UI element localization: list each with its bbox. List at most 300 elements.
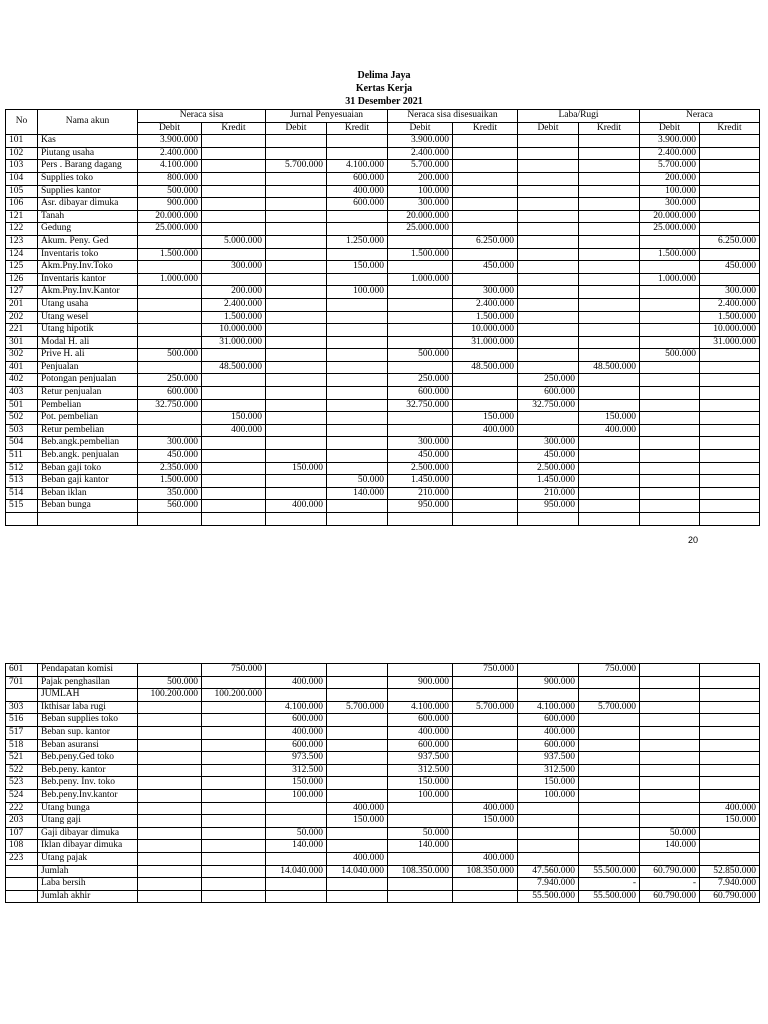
- amount-cell: [138, 701, 202, 714]
- amount-cell: [700, 248, 760, 261]
- amount-cell: [640, 336, 700, 349]
- amount-cell: 500.000: [388, 349, 453, 362]
- amount-cell: 140.000: [266, 840, 327, 853]
- amount-cell: [138, 764, 202, 777]
- amount-cell: [700, 664, 760, 677]
- amount-cell: [453, 160, 518, 173]
- amount-cell: [138, 261, 202, 274]
- amount-cell: 10.000.000: [700, 324, 760, 337]
- amount-cell: [388, 664, 453, 677]
- amount-cell: 400.000: [388, 726, 453, 739]
- amount-cell: 100.000: [388, 185, 453, 198]
- amount-cell: [640, 752, 700, 765]
- amount-cell: [327, 752, 388, 765]
- amount-cell: [453, 840, 518, 853]
- amount-cell: [700, 172, 760, 185]
- amount-cell: 5.700.000: [388, 160, 453, 173]
- amount-cell: 14.040.000: [327, 865, 388, 878]
- table-row: [6, 739, 760, 752]
- amount-cell: [138, 311, 202, 324]
- amount-cell: 2.400.000: [388, 147, 453, 160]
- account-number-cell: 201: [6, 298, 38, 311]
- amount-cell: [202, 789, 266, 802]
- amount-cell: [388, 261, 453, 274]
- account-name-cell: Pers . Barang dagang: [38, 160, 138, 173]
- col-header-debit: Debit: [266, 122, 327, 135]
- account-name-cell: Inventaris kantor: [38, 273, 138, 286]
- amount-cell: [202, 752, 266, 765]
- amount-cell: [579, 777, 640, 790]
- amount-cell: 10.000.000: [453, 324, 518, 337]
- amount-cell: [640, 852, 700, 865]
- group-header-neraca-disesuaikan: Neraca sisa disesuaikan: [388, 110, 518, 123]
- amount-cell: [640, 500, 700, 513]
- account-name-cell: Beban iklan: [38, 487, 138, 500]
- table-row: [6, 210, 760, 223]
- amount-cell: [579, 374, 640, 387]
- amount-cell: [266, 374, 327, 387]
- table-row: [6, 852, 760, 865]
- document-date: 31 Desember 2021: [345, 96, 423, 107]
- amount-cell: 450.000: [138, 450, 202, 463]
- amount-cell: [640, 311, 700, 324]
- amount-cell: [202, 865, 266, 878]
- amount-cell: [453, 135, 518, 148]
- amount-cell: 900.000: [518, 676, 579, 689]
- amount-cell: [700, 827, 760, 840]
- group-header-neraca-sisa: Neraca sisa: [138, 110, 266, 123]
- amount-cell: [202, 777, 266, 790]
- amount-cell: [327, 513, 388, 526]
- account-name-cell: Beban sup. kantor: [38, 726, 138, 739]
- account-number-cell: 517: [6, 726, 38, 739]
- amount-cell: [518, 223, 579, 236]
- amount-cell: [579, 298, 640, 311]
- worksheet-table-page2: [5, 663, 760, 903]
- amount-cell: [266, 336, 327, 349]
- amount-cell: [327, 462, 388, 475]
- amount-cell: [700, 160, 760, 173]
- amount-cell: [518, 349, 579, 362]
- amount-cell: -: [579, 878, 640, 891]
- amount-cell: [138, 815, 202, 828]
- amount-cell: [202, 160, 266, 173]
- amount-cell: 300.000: [138, 437, 202, 450]
- account-number-cell: 222: [6, 802, 38, 815]
- amount-cell: [700, 726, 760, 739]
- col-header-debit: Debit: [518, 122, 579, 135]
- amount-cell: [202, 739, 266, 752]
- amount-cell: [579, 475, 640, 488]
- table-row: [6, 676, 760, 689]
- amount-cell: [518, 815, 579, 828]
- amount-cell: [202, 878, 266, 891]
- amount-cell: [266, 248, 327, 261]
- amount-cell: 3.900.000: [138, 135, 202, 148]
- amount-cell: 937.500: [518, 752, 579, 765]
- amount-cell: 5.700.000: [327, 701, 388, 714]
- amount-cell: [518, 513, 579, 526]
- amount-cell: [202, 802, 266, 815]
- amount-cell: [579, 689, 640, 702]
- amount-cell: [266, 399, 327, 412]
- amount-cell: [453, 273, 518, 286]
- amount-cell: 400.000: [700, 802, 760, 815]
- amount-cell: 400.000: [453, 424, 518, 437]
- amount-cell: [388, 311, 453, 324]
- account-number-cell: 108: [6, 840, 38, 853]
- amount-cell: 560.000: [138, 500, 202, 513]
- amount-cell: 5.700.000: [640, 160, 700, 173]
- account-number-cell: [6, 890, 38, 903]
- amount-cell: 48.500.000: [579, 361, 640, 374]
- amount-cell: 950.000: [388, 500, 453, 513]
- amount-cell: [700, 752, 760, 765]
- amount-cell: 1.250.000: [327, 235, 388, 248]
- amount-cell: [579, 399, 640, 412]
- amount-cell: 5.700.000: [266, 160, 327, 173]
- amount-cell: [453, 752, 518, 765]
- amount-cell: [202, 676, 266, 689]
- amount-cell: 200.000: [388, 172, 453, 185]
- col-header-credit: Kredit: [327, 122, 388, 135]
- amount-cell: [700, 475, 760, 488]
- amount-cell: 1.000.000: [138, 273, 202, 286]
- amount-cell: 150.000: [453, 412, 518, 425]
- amount-cell: [327, 361, 388, 374]
- amount-cell: [388, 689, 453, 702]
- account-number-cell: 105: [6, 185, 38, 198]
- table-row: [6, 701, 760, 714]
- amount-cell: 14.040.000: [266, 865, 327, 878]
- account-number-cell: 106: [6, 198, 38, 211]
- amount-cell: [388, 890, 453, 903]
- amount-cell: [266, 437, 327, 450]
- amount-cell: [700, 487, 760, 500]
- amount-cell: 100.200.000: [138, 689, 202, 702]
- account-name-cell: Beb.angk. penjualan: [38, 450, 138, 463]
- account-number-cell: 503: [6, 424, 38, 437]
- amount-cell: [700, 412, 760, 425]
- amount-cell: [579, 336, 640, 349]
- amount-cell: [579, 248, 640, 261]
- amount-cell: 2.400.000: [640, 147, 700, 160]
- amount-cell: [388, 235, 453, 248]
- amount-cell: [700, 273, 760, 286]
- amount-cell: [518, 160, 579, 173]
- amount-cell: [266, 223, 327, 236]
- amount-cell: [138, 726, 202, 739]
- amount-cell: [327, 726, 388, 739]
- table-row: [6, 437, 760, 450]
- amount-cell: 5.700.000: [579, 701, 640, 714]
- amount-cell: [266, 878, 327, 891]
- amount-cell: [640, 726, 700, 739]
- amount-cell: [518, 298, 579, 311]
- amount-cell: [453, 210, 518, 223]
- amount-cell: 150.000: [388, 777, 453, 790]
- table-row: [6, 462, 760, 475]
- amount-cell: [518, 412, 579, 425]
- amount-cell: [327, 689, 388, 702]
- table-row: [6, 802, 760, 815]
- account-name-cell: Jumlah akhir: [38, 890, 138, 903]
- amount-cell: [138, 664, 202, 677]
- amount-cell: 1.450.000: [388, 475, 453, 488]
- amount-cell: [202, 475, 266, 488]
- account-name-cell: Prive H. ali: [38, 349, 138, 362]
- account-number-cell: 223: [6, 852, 38, 865]
- amount-cell: [202, 374, 266, 387]
- group-header-jurnal-penyesuaian: Jurnal Penyesuaian: [266, 110, 388, 123]
- table-row: [6, 172, 760, 185]
- amount-cell: [138, 336, 202, 349]
- col-header-credit: Kredit: [579, 122, 640, 135]
- amount-cell: [640, 424, 700, 437]
- amount-cell: 55.500.000: [518, 890, 579, 903]
- amount-cell: 60.790.000: [640, 865, 700, 878]
- amount-cell: 312.500: [266, 764, 327, 777]
- account-name-cell: Asr. dibayar dimuka: [38, 198, 138, 211]
- account-number-cell: 701: [6, 676, 38, 689]
- account-name-cell: Pajak penghasilan: [38, 676, 138, 689]
- amount-cell: [202, 172, 266, 185]
- amount-cell: [700, 387, 760, 400]
- amount-cell: 32.750.000: [388, 399, 453, 412]
- col-header-no: No: [6, 110, 38, 135]
- amount-cell: [640, 412, 700, 425]
- amount-cell: [202, 437, 266, 450]
- amount-cell: 600.000: [388, 387, 453, 400]
- amount-cell: [640, 764, 700, 777]
- col-header-credit: Kredit: [700, 122, 760, 135]
- account-name-cell: Inventaris toko: [38, 248, 138, 261]
- amount-cell: [327, 878, 388, 891]
- amount-cell: 500.000: [138, 676, 202, 689]
- amount-cell: 600.000: [518, 714, 579, 727]
- amount-cell: 900.000: [388, 676, 453, 689]
- account-number-cell: 302: [6, 349, 38, 362]
- amount-cell: 20.000.000: [388, 210, 453, 223]
- amount-cell: [388, 298, 453, 311]
- amount-cell: 600.000: [388, 739, 453, 752]
- amount-cell: 937.500: [388, 752, 453, 765]
- amount-cell: 1.500.000: [138, 475, 202, 488]
- amount-cell: 450.000: [388, 450, 453, 463]
- amount-cell: [700, 676, 760, 689]
- amount-cell: 20.000.000: [138, 210, 202, 223]
- account-number-cell: [6, 865, 38, 878]
- amount-cell: [266, 311, 327, 324]
- account-number-cell: 221: [6, 324, 38, 337]
- account-number-cell: 515: [6, 500, 38, 513]
- amount-cell: [138, 286, 202, 299]
- amount-cell: [579, 172, 640, 185]
- amount-cell: [518, 336, 579, 349]
- table-row: [6, 336, 760, 349]
- amount-cell: [266, 475, 327, 488]
- amount-cell: [327, 298, 388, 311]
- amount-cell: 1.500.000: [640, 248, 700, 261]
- amount-cell: [327, 714, 388, 727]
- amount-cell: [700, 777, 760, 790]
- account-number-cell: 511: [6, 450, 38, 463]
- amount-cell: [579, 815, 640, 828]
- amount-cell: [579, 752, 640, 765]
- table-row: [6, 324, 760, 337]
- account-number-cell: 123: [6, 235, 38, 248]
- table-row: [6, 147, 760, 160]
- amount-cell: 4.100.000: [388, 701, 453, 714]
- amount-cell: [202, 852, 266, 865]
- amount-cell: 150.000: [327, 261, 388, 274]
- account-name-cell: Ikthisar laba rugi: [38, 701, 138, 714]
- amount-cell: 500.000: [138, 349, 202, 362]
- amount-cell: 2.400.000: [700, 298, 760, 311]
- account-name-cell: Gedung: [38, 223, 138, 236]
- amount-cell: 1.000.000: [640, 273, 700, 286]
- amount-cell: 48.500.000: [453, 361, 518, 374]
- amount-cell: [518, 261, 579, 274]
- amount-cell: [202, 513, 266, 526]
- amount-cell: [700, 852, 760, 865]
- amount-cell: [518, 273, 579, 286]
- account-number-cell: 303: [6, 701, 38, 714]
- amount-cell: [327, 890, 388, 903]
- amount-cell: 400.000: [579, 424, 640, 437]
- account-number-cell: [6, 689, 38, 702]
- amount-cell: [640, 714, 700, 727]
- amount-cell: [518, 286, 579, 299]
- amount-cell: 210.000: [388, 487, 453, 500]
- amount-cell: [700, 135, 760, 148]
- amount-cell: [453, 689, 518, 702]
- amount-cell: [453, 827, 518, 840]
- amount-cell: [640, 802, 700, 815]
- amount-cell: 4.100.000: [327, 160, 388, 173]
- amount-cell: [202, 450, 266, 463]
- account-number-cell: 103: [6, 160, 38, 173]
- account-name-cell: Pot. pembelian: [38, 412, 138, 425]
- amount-cell: 100.000: [640, 185, 700, 198]
- amount-cell: [640, 462, 700, 475]
- amount-cell: [388, 878, 453, 891]
- amount-cell: [453, 500, 518, 513]
- amount-cell: [518, 424, 579, 437]
- amount-cell: [327, 424, 388, 437]
- amount-cell: [700, 789, 760, 802]
- amount-cell: [327, 676, 388, 689]
- amount-cell: 150.000: [202, 412, 266, 425]
- amount-cell: [518, 361, 579, 374]
- amount-cell: [700, 399, 760, 412]
- amount-cell: [202, 223, 266, 236]
- amount-cell: [138, 789, 202, 802]
- amount-cell: [327, 374, 388, 387]
- page-number: 20: [688, 535, 699, 545]
- amount-cell: [579, 235, 640, 248]
- amount-cell: 1.500.000: [453, 311, 518, 324]
- document-subtitle: Kertas Kerja: [355, 83, 413, 94]
- account-name-cell: Beb.peny. Inv. toko: [38, 777, 138, 790]
- amount-cell: 50.000: [266, 827, 327, 840]
- amount-cell: [327, 324, 388, 337]
- amount-cell: [327, 412, 388, 425]
- amount-cell: 400.000: [327, 185, 388, 198]
- col-header-credit: Kredit: [202, 122, 266, 135]
- account-name-cell: Utang wesel: [38, 311, 138, 324]
- amount-cell: [579, 223, 640, 236]
- amount-cell: [579, 349, 640, 362]
- amount-cell: [202, 210, 266, 223]
- amount-cell: [327, 349, 388, 362]
- amount-cell: [453, 513, 518, 526]
- amount-cell: [453, 349, 518, 362]
- amount-cell: [453, 777, 518, 790]
- col-header-debit: Debit: [138, 122, 202, 135]
- amount-cell: [579, 802, 640, 815]
- table-row: [6, 273, 760, 286]
- amount-cell: 800.000: [138, 172, 202, 185]
- table-row: [6, 361, 760, 374]
- table-row: [6, 840, 760, 853]
- account-number-cell: 121: [6, 210, 38, 223]
- amount-cell: [640, 487, 700, 500]
- amount-cell: [453, 764, 518, 777]
- amount-cell: 300.000: [700, 286, 760, 299]
- table-row: [6, 777, 760, 790]
- amount-cell: 300.000: [388, 437, 453, 450]
- table-row: [6, 500, 760, 513]
- table-row: [6, 311, 760, 324]
- table-row: [6, 235, 760, 248]
- table-row: [6, 198, 760, 211]
- amount-cell: 1.500.000: [202, 311, 266, 324]
- amount-cell: [138, 412, 202, 425]
- amount-cell: 150.000: [327, 815, 388, 828]
- amount-cell: [640, 298, 700, 311]
- amount-cell: [579, 160, 640, 173]
- amount-cell: [266, 147, 327, 160]
- amount-cell: [640, 361, 700, 374]
- account-number-cell: 516: [6, 714, 38, 727]
- table-row: [6, 764, 760, 777]
- amount-cell: [700, 361, 760, 374]
- amount-cell: [579, 676, 640, 689]
- amount-cell: [700, 147, 760, 160]
- account-number-cell: 126: [6, 273, 38, 286]
- amount-cell: [266, 198, 327, 211]
- amount-cell: [327, 840, 388, 853]
- account-number-cell: 122: [6, 223, 38, 236]
- account-number-cell: 301: [6, 336, 38, 349]
- amount-cell: [327, 664, 388, 677]
- table-row: [6, 487, 760, 500]
- amount-cell: 50.000: [388, 827, 453, 840]
- amount-cell: [266, 349, 327, 362]
- amount-cell: 25.000.000: [138, 223, 202, 236]
- table-row: [6, 135, 760, 148]
- account-name-cell: Beban gaji kantor: [38, 475, 138, 488]
- amount-cell: [579, 286, 640, 299]
- account-number-cell: 512: [6, 462, 38, 475]
- account-name-cell: Beb.peny. kantor: [38, 764, 138, 777]
- amount-cell: -: [640, 878, 700, 891]
- amount-cell: [640, 235, 700, 248]
- account-name-cell: Supplies toko: [38, 172, 138, 185]
- amount-cell: [640, 513, 700, 526]
- amount-cell: [518, 664, 579, 677]
